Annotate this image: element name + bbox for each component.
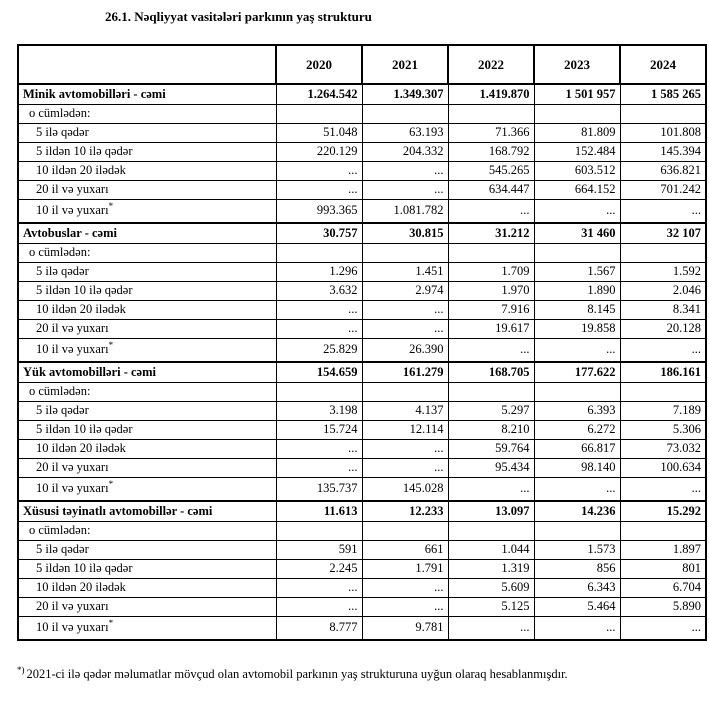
age-group-row	[18, 300, 706, 319]
age-group-row	[18, 439, 706, 458]
age-group-label-text: 5 ildən 10 ilə qədər	[36, 283, 133, 297]
section-total-label: Xüsusi təyinatlı avtomobillər - cəmi	[18, 501, 276, 521]
value-cell: 1.264.542	[276, 84, 362, 104]
value-cell: 6.343	[534, 578, 620, 597]
age-group-row	[18, 477, 706, 501]
value-cell: 145.394	[620, 142, 706, 161]
header-row	[18, 45, 706, 84]
age-group-row	[18, 559, 706, 578]
age-group-label-text: 5 ilə qədər	[36, 403, 89, 417]
age-group-label-text: 20 il və yuxarı	[36, 321, 109, 335]
footnote-reference: *	[108, 340, 114, 351]
age-group-row	[18, 319, 706, 338]
value-cell: 30.757	[276, 223, 362, 243]
value-cell: 13.097	[448, 501, 534, 521]
value-cell: 3.198	[276, 401, 362, 420]
value-cell: 636.821	[620, 161, 706, 180]
empty-cell	[362, 243, 448, 262]
empty-cell	[448, 521, 534, 540]
footnote-marker: *)	[17, 665, 25, 675]
age-group-label	[18, 319, 276, 338]
value-cell: ...	[276, 300, 362, 319]
age-group-label	[18, 578, 276, 597]
footnote-text: 2021-ci ilə qədər məlumatlar mövçud olan avtomobil parkının yaş strukturuna uyğun olaraq hesablanmışdır.	[26, 667, 568, 682]
section-total-row	[18, 362, 706, 382]
value-cell: ...	[362, 300, 448, 319]
value-cell: 31.212	[448, 223, 534, 243]
value-cell: 1.419.870	[448, 84, 534, 104]
age-group-label-text: 20 il və yuxarı	[36, 182, 109, 196]
value-cell: 2.046	[620, 281, 706, 300]
age-group-label	[18, 401, 276, 420]
value-cell: 5.890	[620, 597, 706, 616]
value-cell: 100.634	[620, 458, 706, 477]
value-cell: 545.265	[448, 161, 534, 180]
footnote	[17, 665, 709, 682]
value-cell: 2.245	[276, 559, 362, 578]
year-column-header: 2023	[534, 45, 620, 84]
value-cell: ...	[620, 616, 706, 640]
age-group-row	[18, 281, 706, 300]
value-cell: 9.781	[362, 616, 448, 640]
value-cell: 1.349.307	[362, 84, 448, 104]
age-group-row	[18, 597, 706, 616]
value-cell: 95.434	[448, 458, 534, 477]
value-cell: 6.272	[534, 420, 620, 439]
age-group-row	[18, 458, 706, 477]
year-column-header: 2024	[620, 45, 706, 84]
age-group-label	[18, 262, 276, 281]
value-cell: 801	[620, 559, 706, 578]
footnote-reference: *	[108, 618, 114, 629]
value-cell: 5.306	[620, 420, 706, 439]
subheading-row	[18, 521, 706, 540]
value-cell: 15.724	[276, 420, 362, 439]
age-group-label-text: 5 ildən 10 ilə qədər	[36, 144, 133, 158]
value-cell: 4.137	[362, 401, 448, 420]
value-cell: 101.808	[620, 123, 706, 142]
value-cell: 63.193	[362, 123, 448, 142]
value-cell: 6.704	[620, 578, 706, 597]
value-cell: 135.737	[276, 477, 362, 501]
value-cell: 1.567	[534, 262, 620, 281]
age-group-label	[18, 458, 276, 477]
value-cell: 1.573	[534, 540, 620, 559]
value-cell: 1 501 957	[534, 84, 620, 104]
value-cell: 14.236	[534, 501, 620, 521]
age-group-label-text: 10 il və yuxarı	[36, 203, 109, 218]
value-cell: 1.081.782	[362, 199, 448, 223]
section-total-row	[18, 501, 706, 521]
value-cell: 5.464	[534, 597, 620, 616]
value-cell: 152.484	[534, 142, 620, 161]
value-cell: 8.145	[534, 300, 620, 319]
value-cell: 1.319	[448, 559, 534, 578]
value-cell: ...	[534, 477, 620, 501]
empty-cell	[620, 104, 706, 123]
age-group-label	[18, 540, 276, 559]
age-group-row	[18, 616, 706, 640]
empty-cell	[276, 243, 362, 262]
age-group-label	[18, 161, 276, 180]
age-group-label-text: 5 ilə qədər	[36, 542, 89, 556]
value-cell: 1.709	[448, 262, 534, 281]
age-group-label	[18, 597, 276, 616]
empty-cell	[362, 382, 448, 401]
age-group-label	[18, 180, 276, 199]
value-cell: 1.592	[620, 262, 706, 281]
value-cell: 25.829	[276, 338, 362, 362]
age-group-label	[18, 559, 276, 578]
value-cell: 186.161	[620, 362, 706, 382]
value-cell: 1.044	[448, 540, 534, 559]
empty-cell	[448, 104, 534, 123]
value-cell: 1 585 265	[620, 84, 706, 104]
age-group-label	[18, 616, 276, 640]
subheading-label: o cümlədən:	[18, 243, 276, 262]
value-cell: 7.189	[620, 401, 706, 420]
subheading-label: o cümlədən:	[18, 382, 276, 401]
value-cell: 154.659	[276, 362, 362, 382]
age-group-label	[18, 142, 276, 161]
value-cell: 11.613	[276, 501, 362, 521]
value-cell: ...	[276, 597, 362, 616]
age-group-row	[18, 180, 706, 199]
value-cell: 51.048	[276, 123, 362, 142]
value-cell: 204.332	[362, 142, 448, 161]
age-group-row	[18, 161, 706, 180]
value-cell: 31 460	[534, 223, 620, 243]
value-cell: 701.242	[620, 180, 706, 199]
empty-cell	[534, 104, 620, 123]
value-cell: ...	[362, 597, 448, 616]
value-cell: 1.451	[362, 262, 448, 281]
age-group-label-text: 5 ilə qədər	[36, 125, 89, 139]
value-cell: 7.916	[448, 300, 534, 319]
value-cell: 59.764	[448, 439, 534, 458]
age-group-label-text: 10 il və yuxarı	[36, 481, 109, 496]
age-group-label	[18, 338, 276, 362]
value-cell: ...	[534, 338, 620, 362]
age-group-label	[18, 199, 276, 223]
age-group-row	[18, 420, 706, 439]
value-cell: 71.366	[448, 123, 534, 142]
value-cell: 220.129	[276, 142, 362, 161]
age-group-row	[18, 262, 706, 281]
value-cell: ...	[620, 477, 706, 501]
value-cell: 1.791	[362, 559, 448, 578]
value-cell: 5.297	[448, 401, 534, 420]
value-cell: ...	[534, 199, 620, 223]
value-cell: ...	[276, 458, 362, 477]
value-cell: ...	[620, 338, 706, 362]
value-cell: ...	[362, 161, 448, 180]
value-cell: ...	[448, 338, 534, 362]
section-total-row	[18, 84, 706, 104]
value-cell: 661	[362, 540, 448, 559]
section-total-label: Yük avtomobilləri - cəmi	[18, 362, 276, 382]
page-title: 26.1. Nəqliyyat vasitələri parkının yaş strukturu	[105, 9, 372, 24]
value-cell: ...	[276, 319, 362, 338]
subheading-row	[18, 243, 706, 262]
age-group-label-text: 20 il və yuxarı	[36, 460, 109, 474]
empty-cell	[534, 521, 620, 540]
value-cell: ...	[620, 199, 706, 223]
age-group-label-text: 10 ildən 20 ilədək	[36, 441, 126, 455]
value-cell: 591	[276, 540, 362, 559]
age-group-label	[18, 123, 276, 142]
value-cell: 8.341	[620, 300, 706, 319]
empty-cell	[620, 243, 706, 262]
value-cell: 12.233	[362, 501, 448, 521]
value-cell: 66.817	[534, 439, 620, 458]
value-cell: 177.622	[534, 362, 620, 382]
year-column-header: 2022	[448, 45, 534, 84]
value-cell: 81.809	[534, 123, 620, 142]
age-group-row	[18, 199, 706, 223]
value-cell: 19.858	[534, 319, 620, 338]
empty-cell	[620, 382, 706, 401]
section-total-row	[18, 223, 706, 243]
age-group-label	[18, 300, 276, 319]
value-cell: ...	[362, 439, 448, 458]
table-body	[18, 84, 706, 640]
empty-cell	[362, 521, 448, 540]
age-group-label-text: 10 il və yuxarı	[36, 342, 109, 357]
value-cell: 8.210	[448, 420, 534, 439]
age-group-label	[18, 420, 276, 439]
age-group-label-text: 5 ildən 10 ilə qədər	[36, 561, 133, 575]
age-group-label-text: 10 ildən 20 ilədək	[36, 580, 126, 594]
value-cell: ...	[276, 578, 362, 597]
value-cell: 5.609	[448, 578, 534, 597]
section-total-label: Avtobuslar - cəmi	[18, 223, 276, 243]
value-cell: 1.890	[534, 281, 620, 300]
value-cell: ...	[448, 616, 534, 640]
subheading-label: o cümlədən:	[18, 104, 276, 123]
age-group-row	[18, 123, 706, 142]
age-group-label-text: 10 ildən 20 ilədək	[36, 302, 126, 316]
empty-cell	[534, 382, 620, 401]
age-group-row	[18, 338, 706, 362]
empty-cell	[362, 104, 448, 123]
empty-cell	[620, 521, 706, 540]
age-group-label-text: 20 il və yuxarı	[36, 599, 109, 613]
footnote-reference: *	[108, 479, 114, 490]
value-cell: ...	[448, 477, 534, 501]
value-cell: ...	[362, 578, 448, 597]
value-cell: 12.114	[362, 420, 448, 439]
value-cell: ...	[448, 199, 534, 223]
vehicle-age-structure-table	[17, 44, 707, 641]
value-cell: 161.279	[362, 362, 448, 382]
subheading-label: o cümlədən:	[18, 521, 276, 540]
value-cell: 1.970	[448, 281, 534, 300]
value-cell: 2.974	[362, 281, 448, 300]
value-cell: ...	[362, 458, 448, 477]
value-cell: ...	[276, 180, 362, 199]
value-cell: 5.125	[448, 597, 534, 616]
year-column-header: 2021	[362, 45, 448, 84]
age-group-label	[18, 439, 276, 458]
age-group-label	[18, 477, 276, 501]
value-cell: 993.365	[276, 199, 362, 223]
value-cell: ...	[534, 616, 620, 640]
value-cell: 15.292	[620, 501, 706, 521]
value-cell: 3.632	[276, 281, 362, 300]
value-cell: ...	[276, 439, 362, 458]
value-cell: 168.705	[448, 362, 534, 382]
value-cell: 19.617	[448, 319, 534, 338]
section-total-label: Minik avtomobilləri - cəmi	[18, 84, 276, 104]
value-cell: 1.897	[620, 540, 706, 559]
value-cell: 8.777	[276, 616, 362, 640]
age-group-label-text: 10 il və yuxarı	[36, 620, 109, 635]
empty-cell	[448, 243, 534, 262]
value-cell: 603.512	[534, 161, 620, 180]
value-cell: 6.393	[534, 401, 620, 420]
value-cell: 145.028	[362, 477, 448, 501]
value-cell: ...	[362, 319, 448, 338]
age-group-label	[18, 281, 276, 300]
age-group-label-text: 5 ilə qədər	[36, 264, 89, 278]
age-group-label-text: 5 ildən 10 ilə qədər	[36, 422, 133, 436]
empty-cell	[276, 104, 362, 123]
age-group-label-text: 10 ildən 20 ilədək	[36, 163, 126, 177]
value-cell: 73.032	[620, 439, 706, 458]
value-cell: 168.792	[448, 142, 534, 161]
subheading-row	[18, 382, 706, 401]
value-cell: 664.152	[534, 180, 620, 199]
header-empty-cell	[18, 45, 276, 84]
year-column-header: 2020	[276, 45, 362, 84]
value-cell: 20.128	[620, 319, 706, 338]
age-group-row	[18, 540, 706, 559]
empty-cell	[276, 382, 362, 401]
age-group-row	[18, 578, 706, 597]
value-cell: 634.447	[448, 180, 534, 199]
empty-cell	[534, 243, 620, 262]
age-group-row	[18, 142, 706, 161]
subheading-row	[18, 104, 706, 123]
value-cell: 1.296	[276, 262, 362, 281]
empty-cell	[448, 382, 534, 401]
value-cell: 32 107	[620, 223, 706, 243]
value-cell: 98.140	[534, 458, 620, 477]
age-group-row	[18, 401, 706, 420]
value-cell: 856	[534, 559, 620, 578]
value-cell: ...	[276, 161, 362, 180]
value-cell: 26.390	[362, 338, 448, 362]
value-cell: ...	[362, 180, 448, 199]
empty-cell	[276, 521, 362, 540]
value-cell: 30.815	[362, 223, 448, 243]
table-header	[18, 45, 706, 84]
footnote-reference: *	[108, 201, 114, 212]
